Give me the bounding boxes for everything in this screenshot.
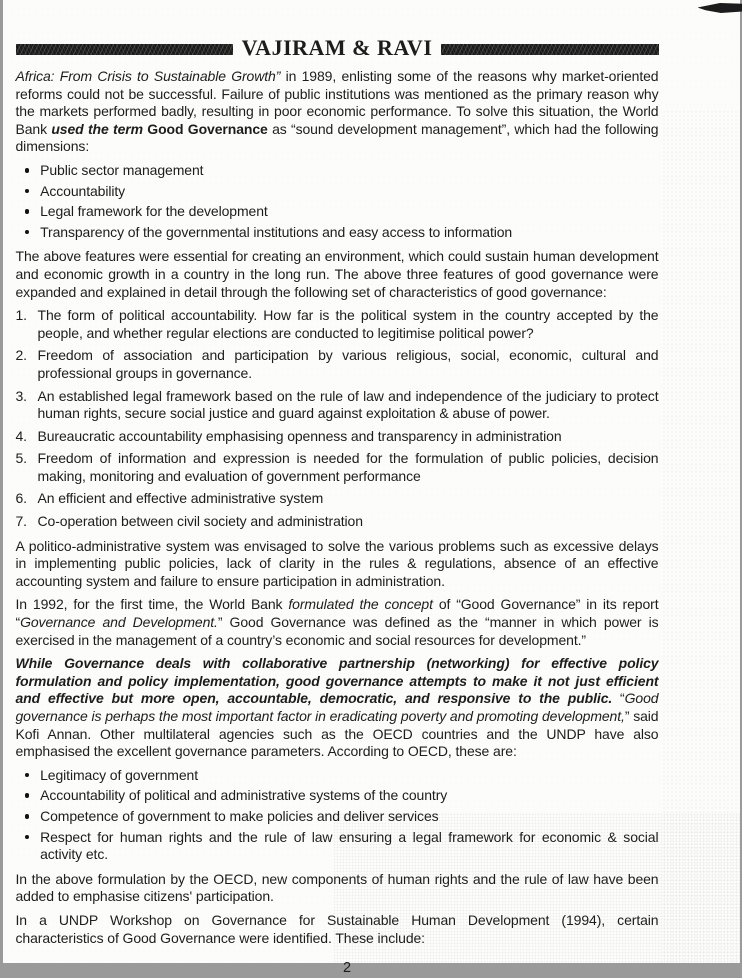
paragraph-features-essential: The above features were essential for creating an environment, which could sustain human development and economic growth in a country in the long run. The above three features of good governance were expanded and explained in detail through the following set of characteristics of good governance: — [16, 248, 659, 301]
page-number: 2 — [16, 960, 659, 978]
list-item — [16, 162, 659, 180]
bullet-icon — [25, 209, 30, 214]
list-item — [16, 767, 659, 785]
text-run: Governance and Development. — [20, 614, 218, 630]
list-item-number: 5. — [16, 450, 38, 468]
list-item — [16, 347, 659, 382]
list-item — [16, 307, 659, 342]
list-item-text: Co-operation between civil society and administration — [38, 513, 659, 531]
text-run: as “sound development management”, which had the following dimensions: — [16, 121, 659, 155]
text-run: used the term — [51, 121, 143, 137]
list-item-text: Accountability of political and administrative systems of the country — [40, 787, 658, 805]
list-item-text: Accountability — [40, 183, 658, 201]
list-item — [16, 224, 659, 242]
header-rule-right — [441, 44, 658, 55]
list-item-text: Legal framework for the development — [40, 203, 658, 221]
bullet-icon — [25, 773, 30, 778]
header-rule-left — [16, 44, 233, 55]
list-item-number: 1. — [16, 307, 38, 325]
text-run: formulated the concept — [288, 596, 433, 612]
list-item — [16, 388, 659, 423]
list-item-text: Freedom of association and participation by various religious, social, economic, cultural and professional groups in governance. — [38, 347, 659, 382]
list-item-text: An established legal framework based on the rule of law and independence of the judiciary to protect human rights, secure social justice and guard against exploitation & abuse of power. — [38, 388, 659, 423]
text-run: of “Good Governance” in its report “ — [16, 596, 659, 630]
list-item-text: An efficient and effective administrative system — [38, 490, 659, 508]
bullet-icon — [25, 793, 30, 798]
list-item — [16, 787, 659, 805]
list-item-number: 3. — [16, 388, 38, 406]
text-run: in 1989, enlisting some of the reasons why market-oriented reforms could not be successful. Failure of public institutions was mentioned as the primary reason why the markets performed badly, resulting in poor economic performance. To solve this situation, the World Bank — [16, 68, 659, 137]
institute-title: VAJIRAM & RAVI — [242, 37, 433, 59]
list-item-number: 7. — [16, 513, 38, 531]
paragraph-1992-report — [16, 596, 659, 649]
text-run: “ — [612, 690, 624, 706]
text-run: In 1992, for the first time, the World Bank — [16, 596, 289, 612]
bullet-icon — [25, 814, 30, 819]
list-item — [16, 829, 659, 864]
text-run: While Governance deals with collaborative partnership (networking) for effective policy formulation and policy implementation, good governance attempts to make it not just efficient and effective but more open, accountable, democratic, and responsive to the public. — [16, 655, 659, 706]
list-item-text: Public sector management — [40, 162, 658, 180]
list-item — [16, 183, 659, 201]
document-page — [3, 0, 740, 963]
text-run: Good Governance — [143, 121, 268, 137]
paragraph-undp-workshop: In a UNDP Workshop on Governance for Sustainable Human Development (1994), certain characteristics of Good Governance were identified. These include: — [16, 912, 659, 947]
page-header — [3, 0, 740, 60]
text-run: ” Good Governance was defined as the “manner in which power is exercised in the management of a country’s economic and social resources for development.” — [16, 614, 659, 648]
list-item — [16, 203, 659, 221]
list-item-text: Legitimacy of government — [40, 767, 658, 785]
list-item — [16, 428, 659, 446]
oecd-parameters-list — [16, 767, 659, 864]
bullet-icon — [25, 835, 30, 840]
document-body — [3, 60, 740, 978]
list-item — [16, 513, 659, 531]
text-run: Africa: From Crisis to Sustainable Growth” — [16, 68, 281, 84]
list-item — [16, 808, 659, 826]
list-item-text: The form of political accountability. How far is the political system in the country accepted by the people, and whether regular elections are conducted to legitimise political power? — [38, 307, 659, 342]
list-item-text: Respect for human rights and the rule of law ensuring a legal framework for economic & social activity etc. — [40, 829, 658, 864]
list-item — [16, 490, 659, 508]
paragraph-governance-vs-good-governance — [16, 655, 659, 761]
dimensions-list — [16, 162, 659, 241]
list-item-text: Bureaucratic accountability emphasising openness and transparency in administration — [38, 428, 659, 446]
paragraph-world-bank-1989 — [16, 68, 659, 156]
list-item — [16, 450, 659, 485]
list-item-number: 6. — [16, 490, 38, 508]
characteristics-list — [16, 307, 659, 531]
paragraph-politico-administrative: A politico-administrative system was envisaged to solve the various problems such as excessive delays in implementing public policies, lack of clarity in the rules & regulations, absence of an effective accounting system and failure to ensure participation in administration. — [16, 538, 659, 591]
list-item-text: Competence of government to make policies and deliver services — [40, 808, 658, 826]
list-item-number: 2. — [16, 347, 38, 365]
paragraph-oecd-formulation: In the above formulation by the OECD, new components of human rights and the rule of law have been added to emphasise citizens' participation. — [16, 871, 659, 906]
text-run: ” said Kofi Annan. Other multilateral agencies such as the OECD countries and the UNDP have also emphasised the excellent governance parameters. According to OECD, these are: — [16, 708, 659, 759]
list-item-number: 4. — [16, 428, 38, 446]
list-item-text: Transparency of the governmental institutions and easy access to information — [40, 224, 658, 242]
bullet-icon — [25, 168, 30, 173]
bullet-icon — [25, 189, 30, 194]
bullet-icon — [25, 230, 30, 235]
text-run: Good governance is perhaps the most important factor in eradicating poverty and promoting development, — [16, 690, 659, 724]
list-item-text: Freedom of information and expression is needed for the formulation of public policies, decision making, monitoring and evaluation of government performance — [38, 450, 659, 485]
